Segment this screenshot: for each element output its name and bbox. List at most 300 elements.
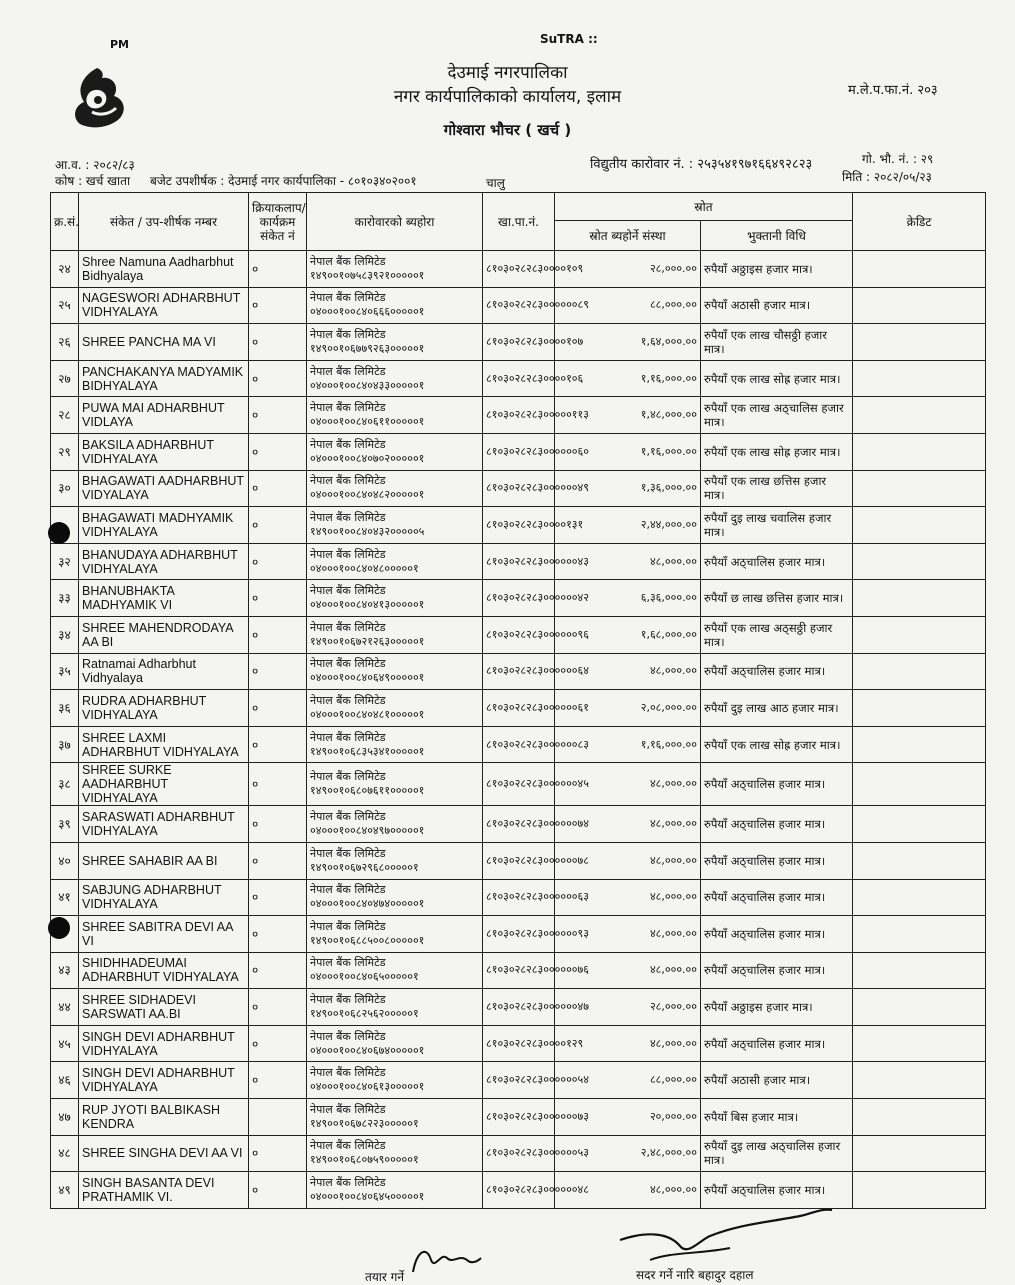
row-amount: २,४४,०००.०० xyxy=(555,507,701,544)
row-bank-account: ०४०००१००८४०४९७०००००१ xyxy=(310,824,425,838)
row-bank-name: नेपाल बैंक लिमिटेड xyxy=(310,993,386,1007)
row-bank-account: ०४०००१००८४०६११०००००१ xyxy=(310,415,425,429)
table-row xyxy=(51,653,986,690)
row-bank-account: ०४०००१००८४०६७४०००००१ xyxy=(310,1043,425,1057)
punch-hole-mark xyxy=(48,522,70,544)
row-bank-name: नेपाल बैंक लिमिटेड xyxy=(310,291,386,305)
row-credit xyxy=(853,952,986,989)
row-ledger: ८१०३०२८२८३००००००४८ xyxy=(483,1172,555,1209)
sutra-label: SuTRA :: xyxy=(540,32,598,46)
row-amount: ४८,०००.०० xyxy=(555,543,701,580)
table-row xyxy=(51,1025,986,1062)
row-credit xyxy=(853,690,986,727)
row-credit xyxy=(853,251,986,288)
row-bank-name: नेपाल बैंक लिमिटेड xyxy=(310,327,386,341)
row-amount: १,३६,०००.०० xyxy=(555,470,701,507)
row-program: ० xyxy=(249,1135,307,1172)
row-bank xyxy=(307,1172,483,1209)
row-ledger: ८१०३०२८२८३००००१३१ xyxy=(483,507,555,544)
row-credit xyxy=(853,879,986,916)
row-amount: १,१६,०००.०० xyxy=(555,433,701,470)
row-ledger: ८१०३०२८२८३००००००६३ xyxy=(483,879,555,916)
row-credit xyxy=(853,1025,986,1062)
table-row xyxy=(51,952,986,989)
row-name: SINGH DEVI ADHARBHUT VIDHYALAYA xyxy=(79,1062,249,1099)
row-sn: ४८ xyxy=(51,1135,79,1172)
row-bank-account: १४९००१०६८०७६११०००००१ xyxy=(310,784,425,798)
row-bank xyxy=(307,433,483,470)
row-name: SINGH BASANTA DEVI PRATHAMIK VI. xyxy=(79,1172,249,1209)
row-program: ० xyxy=(249,916,307,953)
row-amount-words: रुपैयाँ अठ्ठाइस हजार मात्र। xyxy=(701,251,853,288)
row-amount: ४८,०००.०० xyxy=(555,1172,701,1209)
row-ledger: ८१०३०२८२८३००००१०९ xyxy=(483,251,555,288)
row-ledger: ८१०३०२८२८३०००००११३ xyxy=(483,397,555,434)
row-credit xyxy=(853,507,986,544)
row-sn: ४७ xyxy=(51,1099,79,1136)
budget-subhead: बजेट उपशीर्षक : देउमाई नगर कार्यपालिका - ८०१०३४०२००१ xyxy=(150,174,417,188)
row-ledger: ८१०३०२८२८३००००००४२ xyxy=(483,580,555,617)
row-amount: ४८,०००.०० xyxy=(555,1025,701,1062)
row-bank-account: १४९००१०६७८२२३०००००१ xyxy=(310,1116,419,1130)
kosh-label: कोष : खर्च खाता xyxy=(55,174,131,188)
prepared-by: तयार गर्ने xyxy=(365,1270,405,1284)
row-program: ० xyxy=(249,1062,307,1099)
row-program: ० xyxy=(249,507,307,544)
row-bank-name: नेपाल बैंक लिमिटेड xyxy=(310,547,386,561)
row-bank xyxy=(307,397,483,434)
row-bank-name: नेपाल बैंक लिमिटेड xyxy=(310,401,386,415)
row-bank-account: ०४०००१००८४०६४५०००००१ xyxy=(310,1190,425,1204)
row-name: BHANUBHAKTA MADHYAMIK VI xyxy=(79,580,249,617)
row-bank xyxy=(307,324,483,361)
row-bank xyxy=(307,989,483,1026)
row-sn: ३९ xyxy=(51,806,79,843)
row-ledger: ८१०३०२८२८३००००००६१ xyxy=(483,690,555,727)
row-name: Ratnamai Adharbhut Vidhyalaya xyxy=(79,653,249,690)
row-ledger: ८१०३०२८२८३००००००५४ xyxy=(483,1062,555,1099)
table-row xyxy=(51,287,986,324)
office-name: देउमाई नगरपालिका xyxy=(447,63,568,83)
row-sn: २७ xyxy=(51,360,79,397)
row-credit xyxy=(853,324,986,361)
row-amount-words: रुपैयाँ दुइ लाख आठ हजार मात्र। xyxy=(701,690,853,727)
col-payment-method: भुक्तानी विधि xyxy=(701,221,853,251)
row-sn: २६ xyxy=(51,324,79,361)
row-amount-words: रुपैयाँ छ लाख छत्तिस हजार मात्र। xyxy=(701,580,853,617)
row-bank xyxy=(307,1099,483,1136)
row-name: SHIDHHADEUMAI ADHARBHUT VIDHYALAYA xyxy=(79,952,249,989)
row-amount: १,४८,०००.०० xyxy=(555,397,701,434)
row-amount: ४८,०००.०० xyxy=(555,763,701,806)
row-bank xyxy=(307,806,483,843)
row-ledger: ८१०३०२८२८३००००००४३ xyxy=(483,543,555,580)
row-bank-name: नेपाल बैंक लिमिटेड xyxy=(310,846,386,860)
row-bank-account: १४९००१०६७२१२६३०००००१ xyxy=(310,634,425,648)
row-ledger: ८१०३०२८२८३००००००४७ xyxy=(483,989,555,1026)
row-program: ० xyxy=(249,989,307,1026)
row-bank-name: नेपाल बैंक लिमिटेड xyxy=(310,810,386,824)
row-bank-name: नेपाल बैंक लिमिटेड xyxy=(310,919,386,933)
voucher-title: गोश्वारा भौचर ( खर्च ) xyxy=(443,121,572,139)
voucher-table xyxy=(50,192,986,1209)
row-amount-words: रुपैयाँ एक लाख अठ्चालिस हजार मात्र। xyxy=(701,397,853,434)
row-program: ० xyxy=(249,360,307,397)
row-bank-account: १४९००१००८४०४३२०००००५ xyxy=(310,524,425,538)
row-credit xyxy=(853,806,986,843)
row-ledger: ८१०३०२८२८३००००००७८ xyxy=(483,842,555,879)
row-name: SHREE SAHABIR AA BI xyxy=(79,842,249,879)
row-bank-name: नेपाल बैंक लिमिटेड xyxy=(310,1029,386,1043)
row-bank-name: नेपाल बैंक लिमिटेड xyxy=(310,730,386,744)
table-row xyxy=(51,507,986,544)
row-program: ० xyxy=(249,726,307,763)
row-ledger: ८१०३०२८२८३००००००७३ xyxy=(483,1099,555,1136)
col-ledger: खा.पा.नं. xyxy=(483,193,555,251)
row-bank-name: नेपाल बैंक लिमिटेड xyxy=(310,1176,386,1190)
row-amount: २,४८,०००.०० xyxy=(555,1135,701,1172)
row-credit xyxy=(853,433,986,470)
row-amount-words: रुपैयाँ अठ्चालिस हजार मात्र। xyxy=(701,952,853,989)
row-credit xyxy=(853,470,986,507)
row-credit xyxy=(853,726,986,763)
row-bank-account: ०४०००१००८४०६१३०००००१ xyxy=(310,1080,425,1094)
row-bank-name: नेपाल बैंक लिमिटेड xyxy=(310,1102,386,1116)
row-bank-account: ०४०००१००८४०४३३०००००१ xyxy=(310,378,425,392)
row-program: ० xyxy=(249,1172,307,1209)
row-bank xyxy=(307,580,483,617)
table-row xyxy=(51,806,986,843)
row-bank xyxy=(307,690,483,727)
approver-signature xyxy=(610,1200,840,1270)
row-program: ० xyxy=(249,397,307,434)
row-bank xyxy=(307,726,483,763)
row-name: PUWA MAI ADHARBHUT VIDLAYA xyxy=(79,397,249,434)
row-program: ० xyxy=(249,1025,307,1062)
row-bank-name: नेपाल बैंक लिमिटेड xyxy=(310,883,386,897)
row-amount-words: रुपैयाँ अठ्चालिस हजार मात्र। xyxy=(701,543,853,580)
row-sn: ३५ xyxy=(51,653,79,690)
table-row xyxy=(51,1172,986,1209)
row-ledger: ८१०३०२८२८३००००००४९ xyxy=(483,470,555,507)
row-credit xyxy=(853,989,986,1026)
row-sn: ३३ xyxy=(51,580,79,617)
row-name: SHREE SINGHA DEVI AA VI xyxy=(79,1135,249,1172)
row-amount-words: रुपैयाँ अठ्चालिस हजार मात्र। xyxy=(701,916,853,953)
row-name: SINGH DEVI ADHARBHUT VIDHYALAYA xyxy=(79,1025,249,1062)
row-name: BAKSILA ADHARBHUT VIDHYALAYA xyxy=(79,433,249,470)
row-credit xyxy=(853,1062,986,1099)
row-amount: ४८,०००.०० xyxy=(555,952,701,989)
row-program: ० xyxy=(249,616,307,653)
row-bank xyxy=(307,1062,483,1099)
table-row xyxy=(51,470,986,507)
row-amount-words: रुपैयाँ अठ्चालिस हजार मात्र। xyxy=(701,653,853,690)
row-credit xyxy=(853,397,986,434)
row-amount: ४८,०००.०० xyxy=(555,842,701,879)
row-program: ० xyxy=(249,842,307,879)
row-sn: २९ xyxy=(51,433,79,470)
row-amount: ८८,०००.०० xyxy=(555,287,701,324)
status-label: चालु xyxy=(486,176,505,190)
row-credit xyxy=(853,842,986,879)
row-bank xyxy=(307,879,483,916)
row-amount-words: रुपैयाँ एक लाख सोह्र हजार मात्र। xyxy=(701,726,853,763)
row-name: SABJUNG ADHARBHUT VIDHYALAYA xyxy=(79,879,249,916)
punch-hole-mark xyxy=(48,917,70,939)
row-name: SHREE LAXMI ADHARBHUT VIDHYALAYA xyxy=(79,726,249,763)
row-program: ० xyxy=(249,653,307,690)
row-ledger: ८१०३०२८२८३००००००७४ xyxy=(483,806,555,843)
row-bank-name: नेपाल बैंक लिमिटेड xyxy=(310,584,386,598)
row-amount: २०,०००.०० xyxy=(555,1099,701,1136)
row-bank-account: ०४०००१००८४०४८१०००००१ xyxy=(310,707,425,721)
row-program: ० xyxy=(249,433,307,470)
table-row xyxy=(51,543,986,580)
row-amount-words: रुपैयाँ अठ्चालिस हजार मात्र। xyxy=(701,842,853,879)
eft-number: विद्युतीय कारोवार नं. : २५३५४१९७१६६४९२८२३ xyxy=(590,157,813,172)
col-program: क्रियाकलाप/ कार्यक्रम संकेत नं xyxy=(249,193,307,251)
table-row xyxy=(51,726,986,763)
row-amount-words: रुपैयाँ अठासी हजार मात्र। xyxy=(701,287,853,324)
row-amount: २,०८,०००.०० xyxy=(555,690,701,727)
table-row xyxy=(51,580,986,617)
table-row xyxy=(51,1062,986,1099)
row-sn: २४ xyxy=(51,251,79,288)
col-credit: क्रेडिट xyxy=(853,193,986,251)
row-amount-words: रुपैयाँ एक लाख अठ्सठ्ठी हजार मात्र। xyxy=(701,616,853,653)
row-sn: ४६ xyxy=(51,1062,79,1099)
row-bank-name: नेपाल बैंक लिमिटेड xyxy=(310,1066,386,1080)
row-bank-name: नेपाल बैंक लिमिटेड xyxy=(310,510,386,524)
table-row xyxy=(51,916,986,953)
row-program: ० xyxy=(249,580,307,617)
table-row xyxy=(51,616,986,653)
row-amount-words: रुपैयाँ अठ्चालिस हजार मात्र। xyxy=(701,879,853,916)
row-ledger: ८१०३०२८२८३००००१२९ xyxy=(483,1025,555,1062)
row-name: RUDRA ADHARBHUT VIDHYALAYA xyxy=(79,690,249,727)
row-amount: २८,०००.०० xyxy=(555,251,701,288)
row-name: RUP JYOTI BALBIKASH KENDRA xyxy=(79,1099,249,1136)
row-credit xyxy=(853,1172,986,1209)
table-row xyxy=(51,324,986,361)
row-bank-account: १४९००१०६८०७५९०००००१ xyxy=(310,1153,419,1167)
row-bank-name: नेपाल बैंक लिमिटेड xyxy=(310,474,386,488)
row-bank xyxy=(307,1135,483,1172)
row-ledger: ८१०३०२८२८३००००००७६ xyxy=(483,952,555,989)
row-name: SARASWATI ADHARBHUT VIDHYALAYA xyxy=(79,806,249,843)
row-bank-name: नेपाल बैंक लिमिटेड xyxy=(310,693,386,707)
row-bank-account: १४९००१०६७७९२६३०००००१ xyxy=(310,341,425,355)
table-row xyxy=(51,397,986,434)
row-amount: १,१६,०००.०० xyxy=(555,360,701,397)
row-bank-name: नेपाल बैंक लिमिटेड xyxy=(310,1139,386,1153)
row-ledger: ८१०३०२८२८३००००००८३ xyxy=(483,726,555,763)
row-amount: ४८,०००.०० xyxy=(555,879,701,916)
row-bank-account: १४९००१०७५८३९२१०००००१ xyxy=(310,268,425,282)
row-credit xyxy=(853,543,986,580)
row-credit xyxy=(853,1135,986,1172)
row-sn: ४४ xyxy=(51,989,79,1026)
row-amount-words: रुपैयाँ एक लाख छत्तिस हजार मात्र। xyxy=(701,470,853,507)
row-name: SHREE PANCHA MA VI xyxy=(79,324,249,361)
row-program: ० xyxy=(249,251,307,288)
col-source-org: स्रोत ब्यहोर्ने संस्था xyxy=(555,221,701,251)
row-name: SHREE MAHENDRODAYA AA BI xyxy=(79,616,249,653)
row-amount-words: रुपैयाँ अठ्चालिस हजार मात्र। xyxy=(701,806,853,843)
table-row xyxy=(51,1135,986,1172)
table-row xyxy=(51,251,986,288)
row-amount: ८८,०००.०० xyxy=(555,1062,701,1099)
row-credit xyxy=(853,763,986,806)
row-program: ० xyxy=(249,806,307,843)
row-bank-account: १४९००१०६८२५६२०००००१ xyxy=(310,1007,419,1021)
col-sn: क्र.सं. xyxy=(51,193,79,251)
row-amount-words: रुपैयाँ एक लाख सोह्र हजार मात्र। xyxy=(701,360,853,397)
table-row xyxy=(51,1099,986,1136)
row-sn: ४५ xyxy=(51,1025,79,1062)
row-bank xyxy=(307,763,483,806)
col-particulars: कारोवारको ब्यहोरा xyxy=(307,193,483,251)
row-bank xyxy=(307,916,483,953)
row-name: NAGESWORI ADHARBHUT VIDHYALAYA xyxy=(79,287,249,324)
row-bank xyxy=(307,470,483,507)
row-amount-words: रुपैयाँ अठ्चालिस हजार मात्र। xyxy=(701,1025,853,1062)
row-name: SHREE SABITRA DEVI AA VI xyxy=(79,916,249,953)
row-bank-name: नेपाल बैंक लिमिटेड xyxy=(310,657,386,671)
row-program: ० xyxy=(249,287,307,324)
row-bank-account: ०४०००१००८४०४७४०००००१ xyxy=(310,897,425,911)
table-row xyxy=(51,433,986,470)
row-name: BHANUDAYA ADHARBHUT VIDHYALAYA xyxy=(79,543,249,580)
row-amount-words: रुपैयाँ बिस हजार मात्र। xyxy=(701,1099,853,1136)
row-program: ० xyxy=(249,470,307,507)
row-credit xyxy=(853,580,986,617)
voucher-number: गो. भौ. नं. : २९ xyxy=(862,152,934,166)
row-bank-account: १४९००१०६८३५३४१०००००१ xyxy=(310,744,425,758)
row-sn: ४१ xyxy=(51,879,79,916)
row-bank-account: ०४०००१००८४०६५०००००१ xyxy=(310,970,419,984)
col-code: संकेत / उप-शीर्षक नम्बर xyxy=(79,193,249,251)
row-program: ० xyxy=(249,690,307,727)
row-sn: २८ xyxy=(51,397,79,434)
row-name: BHAGAWATI MADHYAMIK VIDHYALAYA xyxy=(79,507,249,544)
row-amount: ४८,०००.०० xyxy=(555,653,701,690)
row-bank xyxy=(307,653,483,690)
row-bank-name: नेपाल बैंक लिमिटेड xyxy=(310,620,386,634)
form-number: म.ले.प.फा.नं. २०३ xyxy=(848,83,938,98)
row-amount-words: रुपैयाँ एक लाख चौसठ्ठी हजार मात्र। xyxy=(701,324,853,361)
row-name: SHREE SIDHADEVI SARSWATI AA.BI xyxy=(79,989,249,1026)
row-sn: २५ xyxy=(51,287,79,324)
preparer-signature xyxy=(405,1240,485,1280)
row-sn: ३० xyxy=(51,470,79,507)
row-amount-words: रुपैयाँ अठासी हजार मात्र। xyxy=(701,1062,853,1099)
approved-by: सदर गर्ने नारि बहादुर दहाल xyxy=(636,1268,754,1282)
row-program: ० xyxy=(249,543,307,580)
row-amount-words: रुपैयाँ एक लाख सोह्र हजार मात्र। xyxy=(701,433,853,470)
row-bank xyxy=(307,1025,483,1062)
row-bank xyxy=(307,251,483,288)
row-sn: ३६ xyxy=(51,690,79,727)
row-bank xyxy=(307,842,483,879)
row-bank-account: ०४०००१००८४०४८०००००१ xyxy=(310,561,419,575)
table-row xyxy=(51,763,986,806)
row-ledger: ८१०३०२८२८३००००००८९ xyxy=(483,287,555,324)
row-amount-words: रुपैयाँ अठ्चालिस हजार मात्र। xyxy=(701,763,853,806)
col-source: स्रोत xyxy=(555,193,853,221)
row-program: ० xyxy=(249,879,307,916)
row-amount: ४८,०००.०० xyxy=(555,916,701,953)
row-amount: १,६८,०००.०० xyxy=(555,616,701,653)
row-ledger: ८१०३०२८२८३००००००४५ xyxy=(483,763,555,806)
row-amount: २८,०००.०० xyxy=(555,989,701,1026)
pm-mark: PM xyxy=(110,38,130,51)
row-ledger: ८१०३०२८२८३००००००६४ xyxy=(483,653,555,690)
row-amount-words: रुपैयाँ दुइ लाख अठ्चालिस हजार मात्र। xyxy=(701,1135,853,1172)
row-bank-account: ०४०००१००८४०६६६०००००१ xyxy=(310,305,425,319)
row-ledger: ८१०३०२८२८३००००००६० xyxy=(483,433,555,470)
row-bank-account: ०४०००१००८४०४१३०००००१ xyxy=(310,598,425,612)
row-credit xyxy=(853,360,986,397)
row-bank-account: ०४०००१००८४०४८२०००००१ xyxy=(310,488,425,502)
fiscal-year: आ.व. : २०८२/८३ xyxy=(55,158,135,172)
office-sub: नगर कार्यपालिकाको कार्यालय, इलाम xyxy=(393,87,622,107)
row-ledger: ८१०३०२८२८३००००१०६ xyxy=(483,360,555,397)
row-bank-name: नेपाल बैंक लिमिटेड xyxy=(310,956,386,970)
voucher-date: मिति : २०८२/०५/२३ xyxy=(842,170,932,184)
row-credit xyxy=(853,916,986,953)
row-name: BHAGAWATI AADHARBHUT VIDYALAYA xyxy=(79,470,249,507)
table-row xyxy=(51,879,986,916)
row-ledger: ८१०३०२८२८३००००१०७ xyxy=(483,324,555,361)
row-bank xyxy=(307,507,483,544)
row-sn: ४३ xyxy=(51,952,79,989)
row-credit xyxy=(853,653,986,690)
row-bank-account: १४९००१०६८८५००८०००००१ xyxy=(310,933,425,947)
row-sn: ३८ xyxy=(51,763,79,806)
row-amount: १,६४,०००.०० xyxy=(555,324,701,361)
row-bank-name: नेपाल बैंक लिमिटेड xyxy=(310,770,386,784)
row-name: PANCHAKANYA MADYAMIK BIDHYALAYA xyxy=(79,360,249,397)
row-sn: ४९ xyxy=(51,1172,79,1209)
table-row xyxy=(51,690,986,727)
row-bank xyxy=(307,616,483,653)
row-name: Shree Namuna Aadharbhut Bidhyalaya xyxy=(79,251,249,288)
row-credit xyxy=(853,616,986,653)
row-sn: ३४ xyxy=(51,616,79,653)
row-bank-account: ०४०००१००८४०६४९०००००१ xyxy=(310,671,425,685)
row-bank-name: नेपाल बैंक लिमिटेड xyxy=(310,437,386,451)
row-program: ० xyxy=(249,324,307,361)
row-bank xyxy=(307,952,483,989)
row-ledger: ८१०३०२८२८३००००००९६ xyxy=(483,616,555,653)
row-name: SHREE SURKE AADHARBHUT VIDHYALAYA xyxy=(79,763,249,806)
row-credit xyxy=(853,287,986,324)
row-amount-words: रुपैयाँ दुइ लाख चवालिस हजार मात्र। xyxy=(701,507,853,544)
row-bank xyxy=(307,360,483,397)
row-bank xyxy=(307,543,483,580)
table-row xyxy=(51,842,986,879)
row-program xyxy=(249,1099,307,1136)
row-sn: ४० xyxy=(51,842,79,879)
table-row xyxy=(51,360,986,397)
table-row xyxy=(51,989,986,1026)
row-amount-words: रुपैयाँ अठ्ठाइस हजार मात्र। xyxy=(701,989,853,1026)
row-bank-name: नेपाल बैंक लिमिटेड xyxy=(310,254,386,268)
row-program: ० xyxy=(249,952,307,989)
row-credit xyxy=(853,1099,986,1136)
